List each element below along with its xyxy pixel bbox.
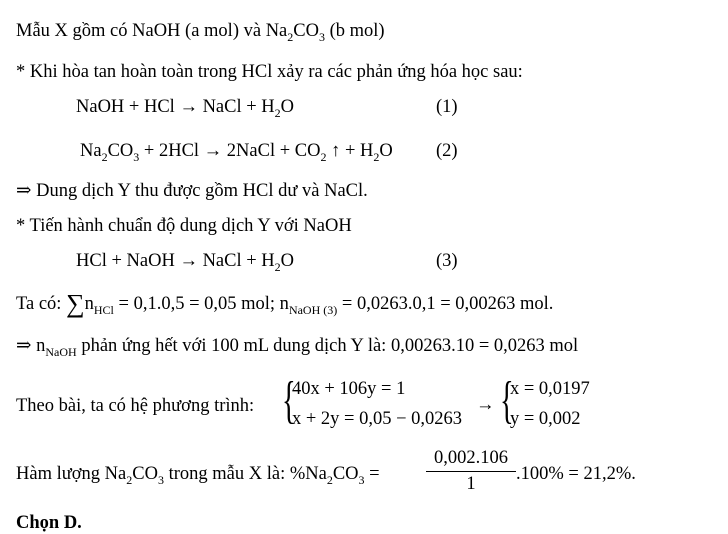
subscript: 2 (101, 150, 108, 164)
subscript: 2 (320, 150, 327, 164)
subscript: NaOH (45, 345, 77, 359)
equation-3 (76, 250, 294, 272)
naoh-total-calculation (16, 335, 578, 357)
text: n (84, 294, 94, 314)
text: phản ứng hết với 100 mL dung dịch Y là: 0,00263.10 = 0,0263 mol (76, 336, 579, 356)
text: NaOH + HCl → NaCl + H (76, 97, 275, 117)
text: O (280, 251, 295, 271)
text: + 2HCl → 2NaCl + CO (139, 141, 321, 161)
system-label: Theo bài, ta có hệ phương trình: (16, 396, 255, 416)
system-2-row-2: y = 0,002 (510, 409, 581, 429)
text: trong mẫu X là: %Na (163, 464, 327, 484)
subscript: 3 (157, 473, 164, 487)
titration-intro: * Tiến hành chuẩn độ dung dịch Y với NaOH (16, 216, 352, 236)
text: ⇒ n (16, 336, 46, 356)
fraction-numerator: 0,002.106 (434, 448, 508, 468)
system-2-row-1: x = 0,0197 (510, 379, 590, 399)
text: Na (265, 21, 288, 41)
implies-arrow: → (476, 395, 495, 415)
text: CO (332, 464, 359, 484)
subscript: 2 (287, 30, 294, 44)
system-1-row-2: x + 2y = 0,05 − 0,0263 (292, 409, 463, 429)
fraction-bar (426, 471, 516, 472)
equation-1 (76, 96, 294, 118)
sample-description (16, 20, 385, 42)
left-brace-2: { (500, 372, 514, 429)
equation-1-number: (1) (436, 97, 458, 117)
subscript: 2 (274, 260, 281, 274)
subscript: 3 (133, 150, 140, 164)
text: Hàm lượng (16, 464, 105, 484)
subscript: 3 (318, 30, 325, 44)
text: Mẫu X gồm có NaOH (a mol) và (16, 21, 266, 41)
text: Na (80, 141, 102, 161)
subscript: HCl (93, 303, 114, 317)
content-calculation (16, 463, 380, 485)
text: = 0,0263.0,1 = 0,00263 mol. (337, 294, 554, 314)
answer-text: Chọn D. (16, 513, 82, 533)
equation-2 (80, 140, 393, 162)
mole-calculation (16, 289, 554, 318)
text: HCl + NaOH → NaCl + H (76, 251, 275, 271)
subscript: NaOH (3) (288, 303, 338, 317)
text: = 0,1.0,5 = 0,05 mol; n (113, 294, 289, 314)
subscript: 3 (358, 473, 365, 487)
text: Ta có: (16, 294, 67, 314)
subscript: 2 (326, 473, 333, 487)
text: O (280, 97, 295, 117)
subscript: 2 (126, 473, 133, 487)
text: (b mol) (324, 21, 385, 41)
text: CO (293, 21, 319, 41)
text: CO (132, 464, 158, 484)
reaction-intro: * Khi hòa tan hoàn toàn trong HCl xảy ra các phản ứng hóa học sau: (16, 62, 523, 82)
percent-result: .100% = 21,2%. (516, 464, 636, 484)
fraction-denominator: 1 (466, 474, 476, 494)
text: Na (104, 464, 127, 484)
solution-y-conclusion: ⇒ Dung dịch Y thu được gồm HCl dư và NaCl. (16, 181, 368, 201)
equation-2-number: (2) (436, 141, 458, 161)
system-1-row-1: 40x + 106y = 1 (292, 379, 406, 399)
subscript: 2 (274, 106, 281, 120)
fraction (426, 448, 516, 495)
text: O (379, 141, 393, 161)
left-brace-1: { (282, 372, 296, 429)
equation-3-number: (3) (436, 251, 458, 271)
text: CO (107, 141, 134, 161)
text: ↑ + H (326, 141, 374, 161)
text: = (364, 464, 380, 484)
subscript: 2 (373, 150, 380, 164)
sum-symbol: ∑ (66, 289, 85, 318)
answer-choice (16, 512, 82, 534)
